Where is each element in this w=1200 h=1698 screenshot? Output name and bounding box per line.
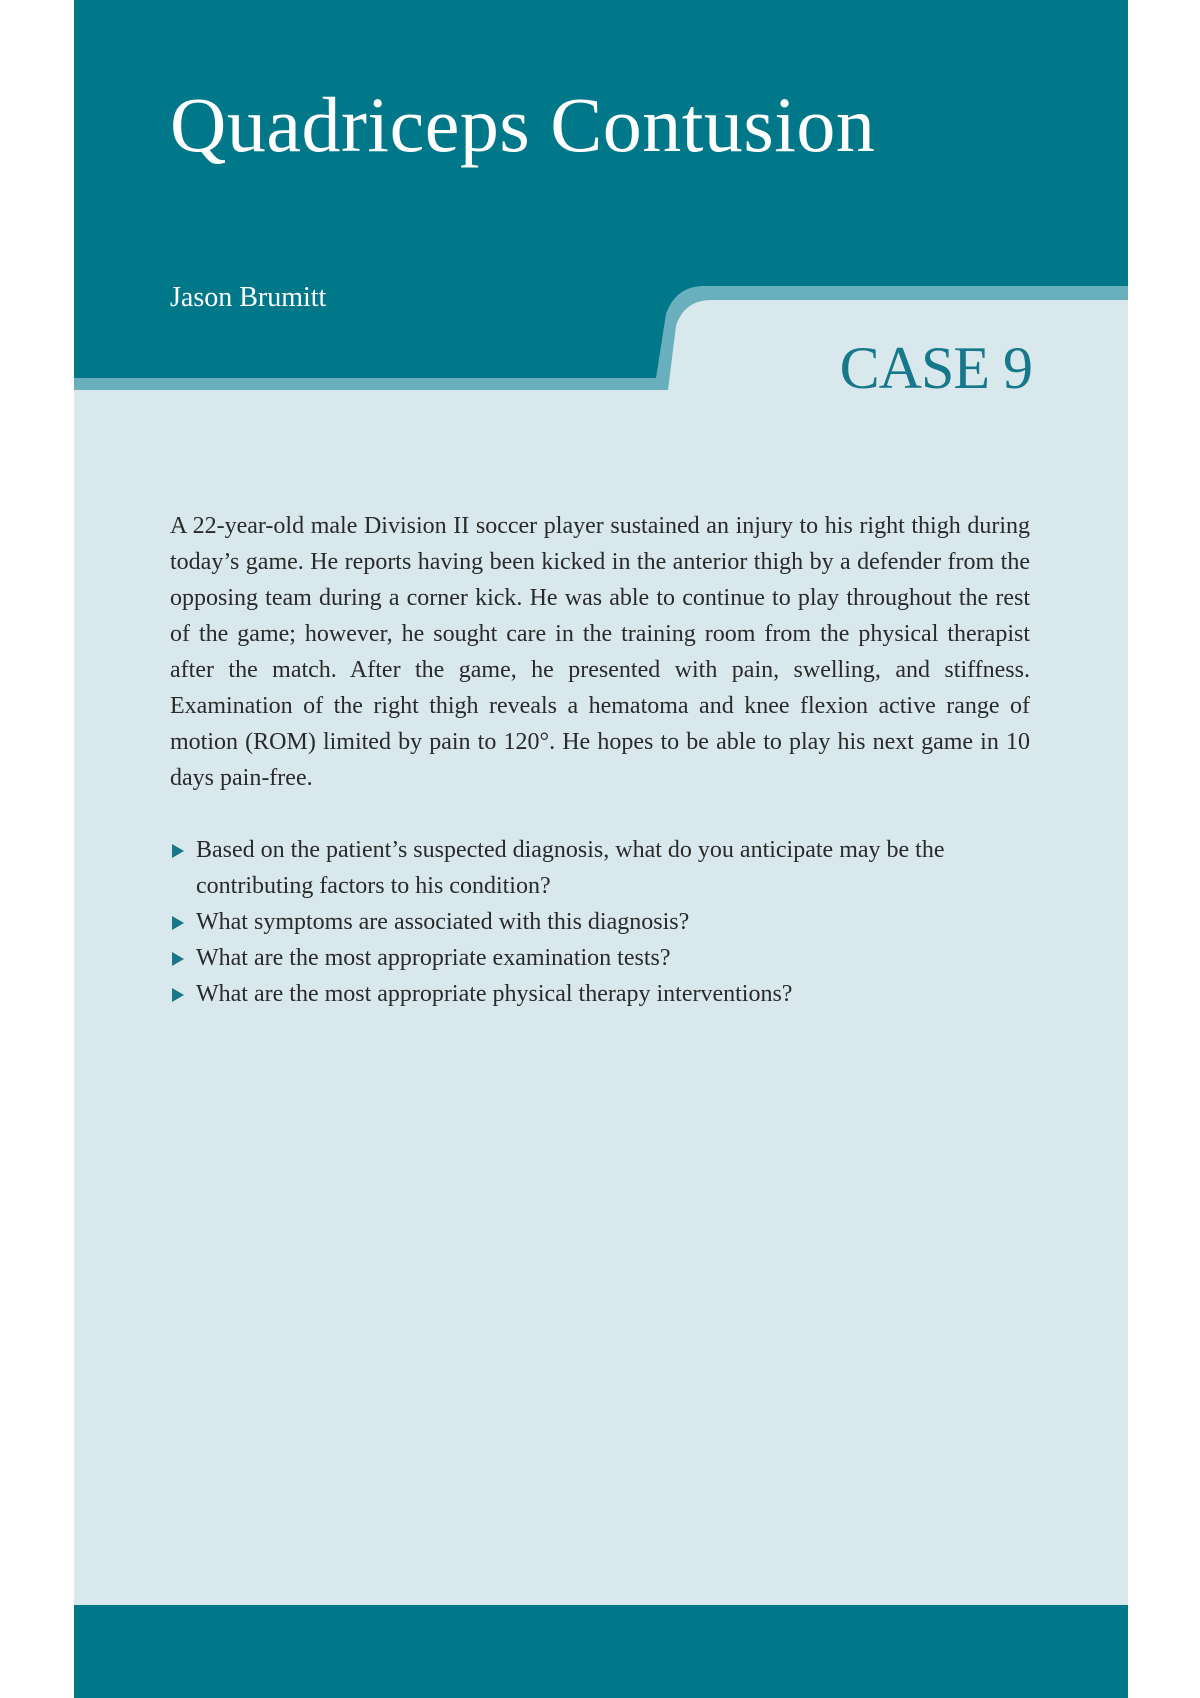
question-item (170, 832, 1030, 904)
question-text: What symptoms are associated with this diagnosis? (196, 909, 690, 935)
triangle-bullet-icon (172, 844, 184, 858)
triangle-bullet-icon (172, 988, 184, 1002)
question-list (170, 832, 1030, 1012)
document-page (74, 0, 1128, 1698)
question-item (170, 904, 1030, 940)
header-main-shape (74, 0, 1128, 378)
page-title: Quadriceps Contusion (170, 81, 876, 168)
case-description: A 22-year-old male Division II soccer player sustained an injury to his right thigh during today’s game. He reports having been kicked in the anterior thigh by a defender from the opposing team during a corner kick. He was able to continue to play throughout the rest of the game; however, he sought care in the training room from the physical therapist after the match. After the game, he presented with pain, swelling, and stiffness. Examination of the right thigh reveals a hematoma and knee flexion active range of motion (ROM) limited by pain to 120°. He hopes to be able to play his next game in 10 days pain-free. (170, 513, 1030, 791)
question-item (170, 976, 1030, 1012)
case-number-label: CASE 9 (839, 335, 1032, 401)
question-item (170, 940, 1030, 976)
question-text: Based on the patient’s suspected diagnosis, what do you anticipate may be the contributing factors to his condition? (196, 837, 945, 899)
footer-band (74, 1605, 1128, 1698)
question-text: What are the most appropriate physical therapy interventions? (196, 981, 793, 1007)
question-text: What are the most appropriate examination tests? (196, 945, 671, 971)
triangle-bullet-icon (172, 952, 184, 966)
triangle-bullet-icon (172, 916, 184, 930)
author-name: Jason Brumitt (170, 282, 327, 313)
